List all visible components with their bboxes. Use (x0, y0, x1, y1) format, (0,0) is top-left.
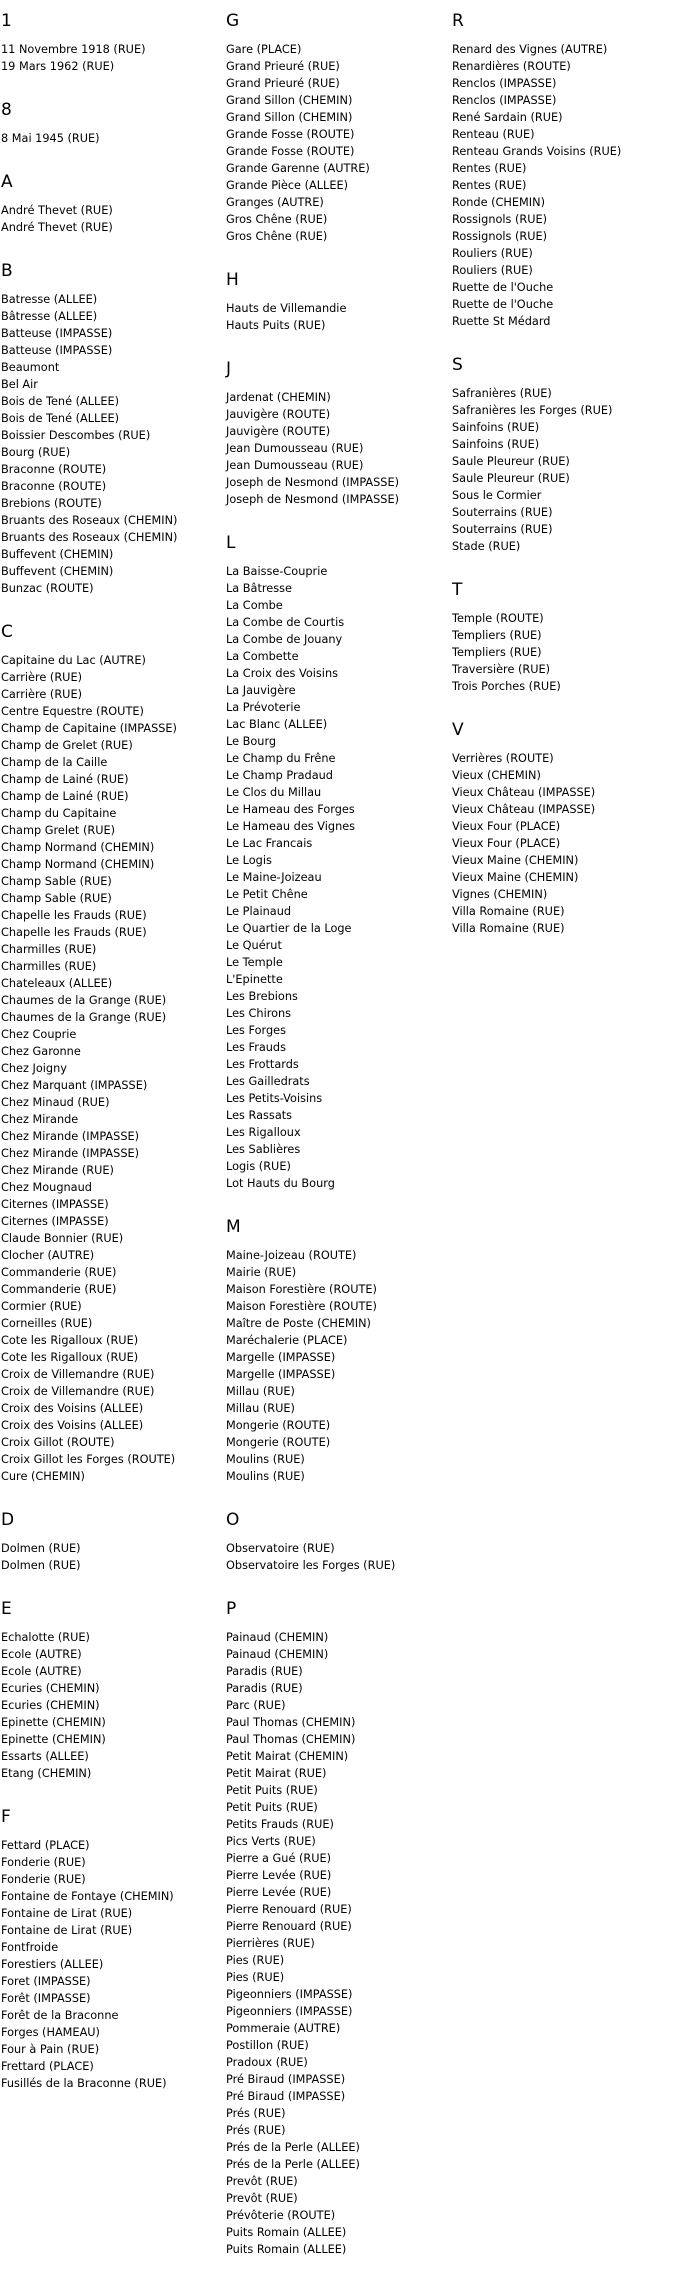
street-entry: Lot Hauts du Bourg (226, 1177, 335, 1190)
street-entry: Villa Romaine (RUE) (452, 905, 565, 918)
street-entry: Saule Pleureur (RUE) (452, 455, 570, 468)
street-entry: Les Chirons (226, 1007, 292, 1020)
street-entry: Batteuse (IMPASSE) (1, 344, 113, 357)
street-entry: Champ de Grelet (RUE) (1, 739, 133, 752)
letter-section-b (1, 260, 221, 597)
letter-section-c (1, 621, 221, 1485)
street-entry: Ruette de l'Ouche (452, 281, 554, 294)
street-entry: Grand Prieuré (RUE) (226, 77, 340, 90)
street-entry: Le Plainaud (226, 905, 292, 918)
street-entry: Pigeonniers (IMPASSE) (226, 1988, 353, 2001)
street-entry: Rentes (RUE) (452, 179, 527, 192)
street-entry: Fusillés de la Braconne (RUE) (1, 2077, 167, 2090)
street-entry: Les Frauds (226, 1041, 286, 1054)
street-entry: Temple (ROUTE) (452, 612, 544, 625)
street-entry: Le Quartier de la Loge (226, 922, 352, 935)
street-entry: Bruants des Roseaux (CHEMIN) (1, 531, 178, 544)
street-entry: 8 Mai 1945 (RUE) (1, 132, 100, 145)
section-letter-heading: M (226, 1217, 241, 1237)
street-entry: Mongerie (ROUTE) (226, 1419, 331, 1432)
street-entry: Granges (AUTRE) (226, 196, 324, 209)
street-entry: Pradoux (RUE) (226, 2056, 308, 2069)
street-entry: Epinette (CHEMIN) (1, 1716, 106, 1729)
street-entry: Vignes (CHEMIN) (452, 888, 548, 901)
street-entry: Buffevent (CHEMIN) (1, 548, 114, 561)
street-entry: Vieux Maine (CHEMIN) (452, 871, 579, 884)
street-entry: Cote les Rigalloux (RUE) (1, 1334, 139, 1347)
street-entry: Prés (RUE) (226, 2124, 286, 2137)
street-entry: Petits Frauds (RUE) (226, 1818, 334, 1831)
street-entry: Buffevent (CHEMIN) (1, 565, 114, 578)
letter-section-j (226, 358, 446, 508)
section-letter-heading: H (226, 270, 239, 290)
street-entry: Painaud (CHEMIN) (226, 1631, 329, 1644)
street-entry: Champ de Lainé (RUE) (1, 773, 129, 786)
street-entry: Grand Sillon (CHEMIN) (226, 94, 353, 107)
street-entry: Croix des Voisins (ALLEE) (1, 1419, 144, 1432)
street-entry: Petit Mairat (CHEMIN) (226, 1750, 349, 1763)
street-entry: Renclos (IMPASSE) (452, 77, 557, 90)
street-entry: Petit Mairat (RUE) (226, 1767, 327, 1780)
street-entry: Paradis (RUE) (226, 1682, 303, 1695)
street-entry: Prévôterie (ROUTE) (226, 2209, 336, 2222)
street-entry: Les Rigalloux (226, 1126, 301, 1139)
street-entry: Forêt de la Braconne (1, 2009, 119, 2022)
street-entry: Le Petit Chêne (226, 888, 308, 901)
letter-section-8 (1, 99, 221, 147)
street-entry: Rouliers (RUE) (452, 264, 533, 277)
street-entry: Painaud (CHEMIN) (226, 1648, 329, 1661)
section-letter-heading: F (1, 1807, 11, 1827)
street-entry: Le Bourg (226, 735, 277, 748)
street-entry: Pierre Levée (RUE) (226, 1869, 332, 1882)
street-entry: Ecole (AUTRE) (1, 1648, 82, 1661)
street-entry: Moulins (RUE) (226, 1453, 305, 1466)
street-entry: Bourg (RUE) (1, 446, 71, 459)
street-entry: Lac Blanc (ALLEE) (226, 718, 328, 731)
street-entry: Echalotte (RUE) (1, 1631, 90, 1644)
street-entry: Charmilles (RUE) (1, 960, 97, 973)
street-entry: Traversière (RUE) (452, 663, 551, 676)
letter-section-o (226, 1509, 446, 1574)
street-entry: Champ Sable (RUE) (1, 875, 112, 888)
street-entry: Chaumes de la Grange (RUE) (1, 994, 167, 1007)
street-entry: Prés (RUE) (226, 2107, 286, 2120)
street-entry: Templiers (RUE) (452, 646, 542, 659)
street-entry: André Thevet (RUE) (1, 204, 113, 217)
street-entry: Observatoire les Forges (RUE) (226, 1559, 396, 1572)
section-letter-heading: P (226, 1599, 237, 1619)
section-letter-heading: D (1, 1510, 15, 1530)
street-entry: Safranières les Forges (RUE) (452, 404, 613, 417)
letter-section-p (226, 1598, 446, 2258)
section-letter-heading: V (452, 720, 464, 740)
street-entry: Mongerie (ROUTE) (226, 1436, 331, 1449)
street-entry: Gare (PLACE) (226, 43, 302, 56)
street-entry: Pommeraie (AUTRE) (226, 2022, 341, 2035)
street-entry: Chaumes de la Grange (RUE) (1, 1011, 167, 1024)
street-entry: Le Quérut (226, 939, 282, 952)
street-entry: Vieux Maine (CHEMIN) (452, 854, 579, 867)
street-entry: Renteau Grands Voisins (RUE) (452, 145, 622, 158)
street-entry: Cote les Rigalloux (RUE) (1, 1351, 139, 1364)
street-entry: Foret (IMPASSE) (1, 1975, 91, 1988)
street-entry: La Jauvigère (226, 684, 296, 697)
street-entry: André Thevet (RUE) (1, 221, 113, 234)
street-entry: Les Petits-Voisins (226, 1092, 323, 1105)
street-entry: Les Rassats (226, 1109, 293, 1122)
street-entry: Bel Air (1, 378, 38, 391)
street-entry: Joseph de Nesmond (IMPASSE) (226, 476, 400, 489)
street-entry: Souterrains (RUE) (452, 523, 553, 536)
street-entry: Millau (RUE) (226, 1402, 295, 1415)
street-entry: Les Brebions (226, 990, 298, 1003)
street-entry: Croix des Voisins (ALLEE) (1, 1402, 144, 1415)
street-entry: Frettard (PLACE) (1, 2060, 94, 2073)
street-entry: Puits Romain (ALLEE) (226, 2243, 347, 2256)
street-entry: Logis (RUE) (226, 1160, 291, 1173)
street-entry: Champ Sable (RUE) (1, 892, 112, 905)
street-entry: Boissier Descombes (RUE) (1, 429, 151, 442)
street-entry: Jauvigère (ROUTE) (226, 425, 331, 438)
street-entry: Brebions (ROUTE) (1, 497, 102, 510)
street-entry: Champ du Capitaine (1, 807, 117, 820)
street-entry: Jardenat (CHEMIN) (226, 391, 331, 404)
section-letter-heading: B (1, 261, 13, 281)
street-entry: Prevôt (RUE) (226, 2192, 298, 2205)
street-entry: La Combe de Jouany (226, 633, 343, 646)
section-letter-heading: R (452, 11, 464, 31)
street-entry: Le Temple (226, 956, 283, 969)
street-entry: Bois de Tené (ALLEE) (1, 412, 120, 425)
street-entry: Le Champ du Frêne (226, 752, 336, 765)
street-entry: La Prévoterie (226, 701, 301, 714)
index-column-2 (226, 0, 446, 2282)
street-entry: Millau (RUE) (226, 1385, 295, 1398)
street-entry: Maison Forestière (ROUTE) (226, 1300, 377, 1313)
street-entry: Chateleaux (ALLEE) (1, 977, 113, 990)
street-entry: Batteuse (IMPASSE) (1, 327, 113, 340)
street-entry: Champ de la Caille (1, 756, 108, 769)
street-entry: Forêt (IMPASSE) (1, 1992, 91, 2005)
street-entry: Grande Garenne (AUTRE) (226, 162, 370, 175)
street-entry: Sous le Cormier (452, 489, 542, 502)
street-entry: La Baisse-Couprie (226, 565, 328, 578)
street-entry: Safranières (RUE) (452, 387, 552, 400)
street-entry: Les Frottards (226, 1058, 299, 1071)
street-entry: Les Sablières (226, 1143, 301, 1156)
street-entry: Croix de Villemandre (RUE) (1, 1368, 155, 1381)
street-entry: Vieux Four (PLACE) (452, 837, 561, 850)
section-letter-heading: O (226, 1510, 240, 1530)
street-entry: Renard des Vignes (AUTRE) (452, 43, 608, 56)
letter-section-v (452, 719, 672, 937)
street-entry: Joseph de Nesmond (IMPASSE) (226, 493, 400, 506)
street-entry: Moulins (RUE) (226, 1470, 305, 1483)
section-letter-heading: T (452, 580, 463, 600)
street-entry: Pré Biraud (IMPASSE) (226, 2090, 346, 2103)
street-entry: Le Lac Francais (226, 837, 313, 850)
street-entry: Claude Bonnier (RUE) (1, 1232, 124, 1245)
street-entry: Renteau (RUE) (452, 128, 535, 141)
letter-section-s (452, 354, 672, 555)
street-entry: Margelle (IMPASSE) (226, 1368, 336, 1381)
street-entry: Ecuries (CHEMIN) (1, 1699, 100, 1712)
street-entry: Fonderie (RUE) (1, 1873, 86, 1886)
street-entry: Vieux Four (PLACE) (452, 820, 561, 833)
street-entry: Postillon (RUE) (226, 2039, 309, 2052)
street-entry: Ecole (AUTRE) (1, 1665, 82, 1678)
street-entry: Margelle (IMPASSE) (226, 1351, 336, 1364)
street-entry: Braconne (ROUTE) (1, 463, 107, 476)
street-entry: La Bâtresse (226, 582, 292, 595)
street-entry: Souterrains (RUE) (452, 506, 553, 519)
street-entry: Beaumont (1, 361, 60, 374)
letter-section-t (452, 579, 672, 695)
street-entry: Champ de Lainé (RUE) (1, 790, 129, 803)
street-entry: Champ de Capitaine (IMPASSE) (1, 722, 177, 735)
letter-section-e (1, 1598, 221, 1782)
street-entry: Vieux Château (IMPASSE) (452, 803, 596, 816)
letter-section-g (226, 10, 446, 245)
street-entry: Prés de la Perle (ALLEE) (226, 2141, 360, 2154)
street-entry: Le Maine-Joizeau (226, 871, 322, 884)
street-entry: Pics Verts (RUE) (226, 1835, 316, 1848)
street-entry: Les Forges (226, 1024, 286, 1037)
section-letter-heading: 8 (1, 100, 12, 120)
street-entry: La Combe de Courtis (226, 616, 345, 629)
street-entry: Trois Porches (RUE) (452, 680, 561, 693)
street-entry: Essarts (ALLEE) (1, 1750, 89, 1763)
letter-section-r (452, 10, 672, 330)
street-entry: Saule Pleureur (RUE) (452, 472, 570, 485)
street-entry: Grande Pièce (ALLEE) (226, 179, 349, 192)
street-entry: Rentes (RUE) (452, 162, 527, 175)
street-entry: Chez Marquant (IMPASSE) (1, 1079, 148, 1092)
street-entry: Chez Joigny (1, 1062, 67, 1075)
street-entry: Pierre Renouard (RUE) (226, 1903, 352, 1916)
street-entry: Bruants des Roseaux (CHEMIN) (1, 514, 178, 527)
section-letter-heading: C (1, 622, 13, 642)
street-entry: Mairie (RUE) (226, 1266, 297, 1279)
section-letter-heading: E (1, 1599, 12, 1619)
street-entry: Sainfoins (RUE) (452, 421, 540, 434)
street-entry: Cormier (RUE) (1, 1300, 82, 1313)
street-entry: René Sardain (RUE) (452, 111, 563, 124)
street-entry: Chez Mirande (IMPASSE) (1, 1147, 140, 1160)
section-letter-heading: G (226, 11, 240, 31)
street-entry: Citernes (IMPASSE) (1, 1198, 109, 1211)
letter-section-d (1, 1509, 221, 1574)
street-entry: Batresse (ALLEE) (1, 293, 98, 306)
street-entry: Maréchalerie (PLACE) (226, 1334, 348, 1347)
street-entry: Ruette St Médard (452, 315, 551, 328)
letter-section-l (226, 532, 446, 1192)
street-entry: Gros Chêne (RUE) (226, 230, 328, 243)
street-entry: Pierre a Gué (RUE) (226, 1852, 332, 1865)
street-entry: Commanderie (RUE) (1, 1283, 117, 1296)
street-entry: Grand Sillon (CHEMIN) (226, 111, 353, 124)
street-entry: Carrière (RUE) (1, 671, 82, 684)
street-entry: Croix Gillot (ROUTE) (1, 1436, 115, 1449)
street-entry: Chez Mougnaud (1, 1181, 92, 1194)
street-entry: Chez Mirande (1, 1113, 79, 1126)
street-entry: Pies (RUE) (226, 1954, 285, 1967)
street-entry: Pigeonniers (IMPASSE) (226, 2005, 353, 2018)
street-entry: Petit Puits (RUE) (226, 1801, 318, 1814)
street-entry: Rossignols (RUE) (452, 230, 548, 243)
street-entry: Grand Prieuré (RUE) (226, 60, 340, 73)
street-entry: Verrières (ROUTE) (452, 752, 554, 765)
street-entry: Ronde (CHEMIN) (452, 196, 545, 209)
street-entry: Bâtresse (ALLEE) (1, 310, 98, 323)
street-entry: Croix de Villemandre (RUE) (1, 1385, 155, 1398)
street-entry: Chapelle les Frauds (RUE) (1, 909, 147, 922)
street-entry: Chapelle les Frauds (RUE) (1, 926, 147, 939)
street-entry: Puits Romain (ALLEE) (226, 2226, 347, 2239)
street-entry: Chez Mirande (RUE) (1, 1164, 114, 1177)
street-entry: Citernes (IMPASSE) (1, 1215, 109, 1228)
street-entry: Grande Fosse (ROUTE) (226, 128, 355, 141)
letter-section-m (226, 1216, 446, 1485)
street-entry: Fontaine de Lirat (RUE) (1, 1924, 133, 1937)
street-entry: Le Clos du Millau (226, 786, 322, 799)
street-entry: Bois de Tené (ALLEE) (1, 395, 120, 408)
street-entry: Croix Gillot les Forges (ROUTE) (1, 1453, 176, 1466)
street-entry: Epinette (CHEMIN) (1, 1733, 106, 1746)
street-entry: Parc (RUE) (226, 1699, 286, 1712)
street-entry: Chez Garonne (1, 1045, 81, 1058)
street-entry: Jean Dumousseau (RUE) (226, 459, 364, 472)
street-entry: Vieux Château (IMPASSE) (452, 786, 596, 799)
street-entry: Paradis (RUE) (226, 1665, 303, 1678)
section-letter-heading: L (226, 533, 236, 553)
street-entry: Champ Normand (CHEMIN) (1, 858, 155, 871)
street-entry: Maine-Joizeau (ROUTE) (226, 1249, 357, 1262)
street-entry: Etang (CHEMIN) (1, 1767, 92, 1780)
street-entry: Le Hameau des Forges (226, 803, 355, 816)
street-entry: Observatoire (RUE) (226, 1542, 335, 1555)
street-entry: La Croix des Voisins (226, 667, 338, 680)
street-entry: Hauts Puits (RUE) (226, 319, 326, 332)
street-entry: Petit Puits (RUE) (226, 1784, 318, 1797)
street-entry: Rouliers (RUE) (452, 247, 533, 260)
street-entry: Dolmen (RUE) (1, 1559, 81, 1572)
street-entry: Villa Romaine (RUE) (452, 922, 565, 935)
street-entry: Paul Thomas (CHEMIN) (226, 1716, 356, 1729)
street-entry: Renardières (ROUTE) (452, 60, 571, 73)
street-entry: Renclos (IMPASSE) (452, 94, 557, 107)
street-entry: Templiers (RUE) (452, 629, 542, 642)
street-entry: Jean Dumousseau (RUE) (226, 442, 364, 455)
street-entry: Fettard (PLACE) (1, 1839, 90, 1852)
street-entry: Centre Equestre (ROUTE) (1, 705, 144, 718)
street-entry: Forestiers (ALLEE) (1, 1958, 104, 1971)
street-entry: Chez Mirande (IMPASSE) (1, 1130, 140, 1143)
street-entry: Commanderie (RUE) (1, 1266, 117, 1279)
street-entry: L'Epinette (226, 973, 283, 986)
street-entry: Pré Biraud (IMPASSE) (226, 2073, 346, 2086)
street-entry: Corneilles (RUE) (1, 1317, 93, 1330)
letter-section-a (1, 171, 221, 236)
street-entry: Braconne (ROUTE) (1, 480, 107, 493)
street-entry: Grande Fosse (ROUTE) (226, 145, 355, 158)
street-entry: Capitaine du Lac (AUTRE) (1, 654, 146, 667)
street-entry: Chez Couprie (1, 1028, 77, 1041)
street-entry: Ruette de l'Ouche (452, 298, 554, 311)
index-column-3 (452, 0, 672, 961)
street-entry: Maître de Poste (CHEMIN) (226, 1317, 371, 1330)
street-entry: Fonderie (RUE) (1, 1856, 86, 1869)
street-entry: La Combe (226, 599, 283, 612)
street-entry: Clocher (AUTRE) (1, 1249, 95, 1262)
street-entry: Carrière (RUE) (1, 688, 82, 701)
section-letter-heading: J (226, 359, 232, 379)
street-entry: Chez Minaud (RUE) (1, 1096, 110, 1109)
street-entry: Fontaine de Fontaye (CHEMIN) (1, 1890, 174, 1903)
index-column-1 (1, 0, 221, 2116)
street-entry: Fontaine de Lirat (RUE) (1, 1907, 133, 1920)
section-letter-heading: 1 (1, 11, 12, 31)
letter-section-1 (1, 10, 221, 75)
street-entry: Le Logis (226, 854, 272, 867)
street-entry: Dolmen (RUE) (1, 1542, 81, 1555)
street-entry: 19 Mars 1962 (RUE) (1, 60, 115, 73)
street-entry: 11 Novembre 1918 (RUE) (1, 43, 146, 56)
street-entry: Gros Chêne (RUE) (226, 213, 328, 226)
street-entry: Champ Grelet (RUE) (1, 824, 116, 837)
street-entry: Ecuries (CHEMIN) (1, 1682, 100, 1695)
street-entry: Le Hameau des Vignes (226, 820, 356, 833)
street-entry: Pierre Levée (RUE) (226, 1886, 332, 1899)
street-entry: Fontfroide (1, 1941, 59, 1954)
letter-section-h (226, 269, 446, 334)
street-entry: Jauvigère (ROUTE) (226, 408, 331, 421)
street-entry: Forges (HAMEAU) (1, 2026, 100, 2039)
street-entry: Cure (CHEMIN) (1, 1470, 85, 1483)
street-entry: Stade (RUE) (452, 540, 521, 553)
street-entry: Les Gailledrats (226, 1075, 310, 1088)
street-entry: Rossignols (RUE) (452, 213, 548, 226)
street-entry: Le Champ Pradaud (226, 769, 333, 782)
section-letter-heading: A (1, 172, 13, 192)
street-entry: Champ Normand (CHEMIN) (1, 841, 155, 854)
street-entry: Prevôt (RUE) (226, 2175, 298, 2188)
street-entry: La Combette (226, 650, 299, 663)
letter-section-f (1, 1806, 221, 2092)
street-entry: Pies (RUE) (226, 1971, 285, 1984)
street-entry: Pierrières (RUE) (226, 1937, 315, 1950)
street-entry: Sainfoins (RUE) (452, 438, 540, 451)
street-entry: Hauts de Villemandie (226, 302, 347, 315)
street-entry: Vieux (CHEMIN) (452, 769, 541, 782)
street-entry: Charmilles (RUE) (1, 943, 97, 956)
street-entry: Prés de la Perle (ALLEE) (226, 2158, 360, 2171)
street-entry: Bunzac (ROUTE) (1, 582, 94, 595)
street-entry: Four à Pain (RUE) (1, 2043, 100, 2056)
street-entry: Pierre Renouard (RUE) (226, 1920, 352, 1933)
street-entry: Paul Thomas (CHEMIN) (226, 1733, 356, 1746)
street-entry: Maison Forestière (ROUTE) (226, 1283, 377, 1296)
section-letter-heading: S (452, 355, 463, 375)
